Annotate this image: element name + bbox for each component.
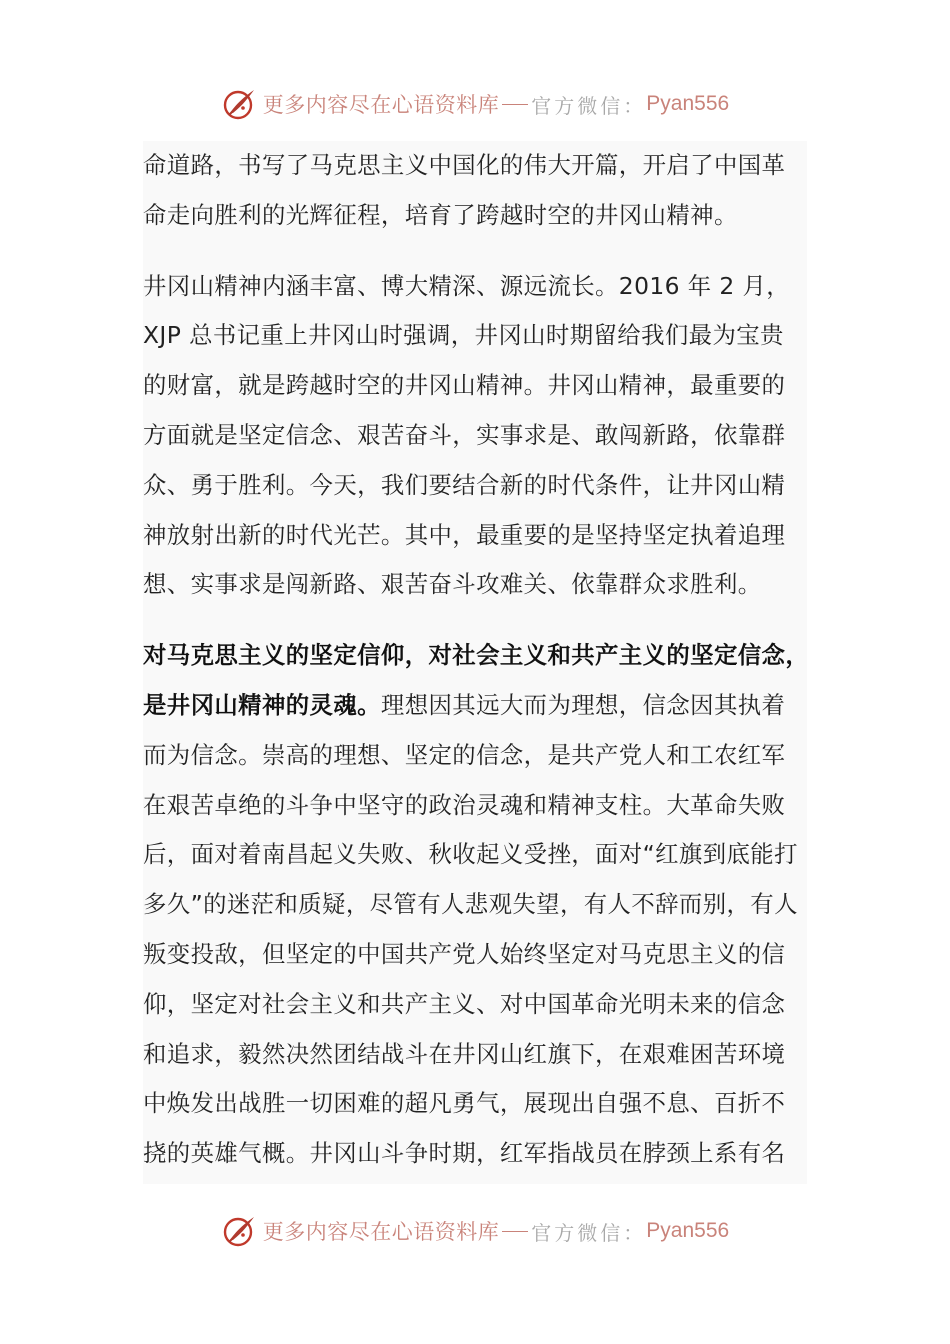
wechat-label: 官方微信： xyxy=(531,1220,647,1245)
wechat-id: Pyan556 xyxy=(646,1219,730,1242)
footer-banner xyxy=(0,1211,950,1251)
paragraph-2 xyxy=(143,262,807,611)
header-banner xyxy=(0,84,950,124)
text-line: 方面就是坚定信念、艰苦奋斗，实事求是、敢闯新路，依靠群 xyxy=(143,420,786,449)
text-line xyxy=(143,681,807,731)
bold-heading-end: 是井冈山精神的灵魂。 xyxy=(143,690,381,719)
text-line xyxy=(143,631,810,681)
paragraph-3 xyxy=(143,631,810,1179)
text-line: 命走向胜利的光辉征程，培育了跨越时空的井冈山精神。 xyxy=(143,200,738,229)
paragraph-1 xyxy=(143,141,807,241)
text-line: 多久”的迷茫和质疑，尽管有人悲观失望，有人不辞而别，有人 xyxy=(143,890,798,919)
brand-text: 更多内容尽在心语资料库 xyxy=(262,1220,500,1244)
bold-heading-line: 对马克思主义的坚定信仰，对社会主义和共产主义的坚定信念， xyxy=(143,641,810,670)
text-line-rest: 理想因其远大而为理想，信念因其执着 xyxy=(380,690,786,719)
text-line: 和追求，毅然决然团结战斗在井冈山红旗下，在艰难困苦环境 xyxy=(143,1039,786,1068)
text-line: XJP 总书记重上井冈山时强调，井冈山时期留给我们最为宝贵 xyxy=(143,321,784,350)
quill-logo-icon xyxy=(221,1213,257,1249)
text-line: 后，面对着南昌起义失败、秋收起义受挫，面对“红旗到底能打 xyxy=(143,840,798,869)
text-line: 挠的英雄气概。井冈山斗争时期，红军指战员在脖颈上系有名 xyxy=(143,1139,786,1168)
text-line: 的财富，就是跨越时空的井冈山精神。井冈山精神，最重要的 xyxy=(143,371,786,400)
divider-dash xyxy=(502,1231,528,1232)
text-line: 众、勇于胜利。今天，我们要结合新的时代条件，让井冈山精 xyxy=(143,470,786,499)
text-line: 叛变投敌，但坚定的中国共产党人始终坚定对马克思主义的信 xyxy=(143,939,786,968)
text-line: 井冈山精神内涵丰富、博大精深、源远流长。2016 年 2 月， xyxy=(143,271,791,300)
text-line: 想、实事求是闯新路、艰苦奋斗攻难关、依靠群众求胜利。 xyxy=(143,570,762,599)
text-line: 神放射出新的时代光芒。其中，最重要的是坚持坚定执着追理 xyxy=(143,520,786,549)
text-line: 中焕发出战胜一切困难的超凡勇气，展现出自强不息、百折不 xyxy=(143,1089,786,1118)
wechat-id: Pyan556 xyxy=(646,92,730,115)
text-line: 在艰苦卓绝的斗争中坚守的政治灵魂和精神支柱。大革命失败 xyxy=(143,790,786,819)
brand-text: 更多内容尽在心语资料库 xyxy=(262,93,500,117)
quill-logo-icon xyxy=(221,86,257,122)
wechat-label: 官方微信： xyxy=(531,93,647,118)
article-body xyxy=(143,141,810,1184)
text-line: 仰，坚定对社会主义和共产主义、对中国革命光明未来的信念 xyxy=(143,989,786,1018)
text-line: 命道路，书写了马克思主义中国化的伟大开篇，开启了中国革 xyxy=(143,151,786,179)
text-line: 而为信念。崇高的理想、坚定的信念，是共产党人和工农红军 xyxy=(143,740,786,769)
divider-dash xyxy=(502,104,528,105)
